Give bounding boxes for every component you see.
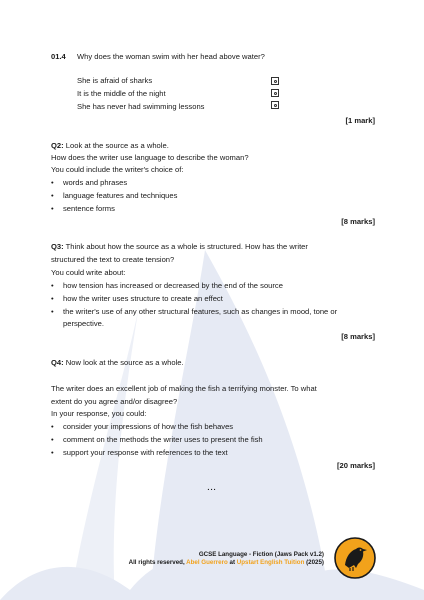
bullet-point: • bbox=[51, 191, 54, 200]
footer-org: Upstart English Tuition bbox=[236, 559, 305, 566]
raven-icon bbox=[334, 537, 376, 579]
q2-bullet-1: words and phrases bbox=[63, 178, 128, 187]
bullet-point: • bbox=[51, 435, 54, 444]
question-2-line-3: You could include the writer's choice of: bbox=[51, 165, 184, 174]
footer-rights: All rights reserved, bbox=[128, 559, 185, 566]
q2-bullet-3: sentence forms bbox=[63, 204, 115, 213]
question-2-line-2: How does the writer use language to describe the woman? bbox=[51, 153, 249, 162]
bullet-point: • bbox=[51, 307, 54, 316]
q3-bullet-3-continuation: perspective. bbox=[63, 319, 104, 328]
question-number-3: Q3: bbox=[51, 242, 64, 251]
question-4-line-2: The writer does an excellent job of making the fish a terrifying monster. To what bbox=[51, 384, 317, 393]
q4-bullet-1: consider your impressions of how the fish behaves bbox=[63, 422, 234, 431]
footer-copyright bbox=[129, 559, 324, 567]
bullet-point: • bbox=[51, 422, 54, 431]
q4-bullet-2: comment on the methods the writer uses to present the fish bbox=[63, 435, 263, 444]
q3-bullet-3: the writer's use of any other structural features, such as changes in mood, tone or bbox=[63, 307, 338, 316]
q3-bullet-2: how the writer uses structure to create an effect bbox=[63, 294, 223, 303]
footer-title: GCSE Language - Fiction (Jaws Pack v1.2) bbox=[198, 551, 324, 558]
q2-bullet-2: language features and techniques bbox=[63, 191, 178, 200]
question-3-line-1 bbox=[51, 241, 308, 253]
question-3-line-2: structured the text to create tension? bbox=[51, 255, 175, 264]
marks-q3: [8 marks] bbox=[341, 332, 375, 341]
q4-bullet-3: support your response with references to the text bbox=[63, 448, 228, 457]
marks-q4: [20 marks] bbox=[337, 461, 375, 470]
question-number-4: Q4: bbox=[51, 358, 64, 367]
q3-bullet-1: how tension has increased or decreased by the end of the source bbox=[63, 281, 283, 290]
footer-author: Abel Guerrero bbox=[186, 559, 228, 566]
marks-q2: [8 marks] bbox=[341, 217, 375, 226]
question-number-2: Q2: bbox=[51, 141, 64, 150]
question-4-line-3: extent do you agree and/or disagree? bbox=[51, 397, 178, 406]
option-radio-3[interactable] bbox=[271, 101, 279, 109]
question-3-text-1: Think about how the source as a whole is structured. How has the writer bbox=[65, 242, 308, 251]
question-3-line-3: You could write about: bbox=[51, 268, 126, 277]
bullet-point: • bbox=[51, 178, 54, 187]
bullet-point: • bbox=[51, 281, 54, 290]
question-2-text-1: Look at the source as a whole. bbox=[65, 141, 169, 150]
question-4-line-4: In your response, you could: bbox=[51, 409, 147, 418]
option-label-1: She is afraid of sharks bbox=[77, 76, 153, 85]
option-label-3: She has never had swimming lessons bbox=[77, 102, 205, 111]
question-4-line-1 bbox=[51, 357, 184, 369]
question-2-line-1 bbox=[51, 140, 169, 152]
bullet-point: • bbox=[51, 204, 54, 213]
question-text-01-4: Why does the woman swim with her head above water? bbox=[77, 52, 265, 61]
footer-at: at bbox=[229, 559, 236, 566]
option-radio-2[interactable] bbox=[271, 89, 279, 97]
bullet-point: • bbox=[51, 294, 54, 303]
question-number-01-4: 01.4 bbox=[51, 52, 66, 61]
bullet-point: • bbox=[51, 448, 54, 457]
marks-01-4: [1 mark] bbox=[345, 116, 375, 125]
option-label-2: It is the middle of the night bbox=[77, 89, 166, 98]
option-radio-1[interactable] bbox=[271, 77, 279, 85]
footer-year: (2025) bbox=[306, 559, 324, 566]
continuation-ellipsis: ... bbox=[207, 483, 217, 492]
question-4-text-1: Now look at the source as a whole. bbox=[65, 358, 184, 367]
